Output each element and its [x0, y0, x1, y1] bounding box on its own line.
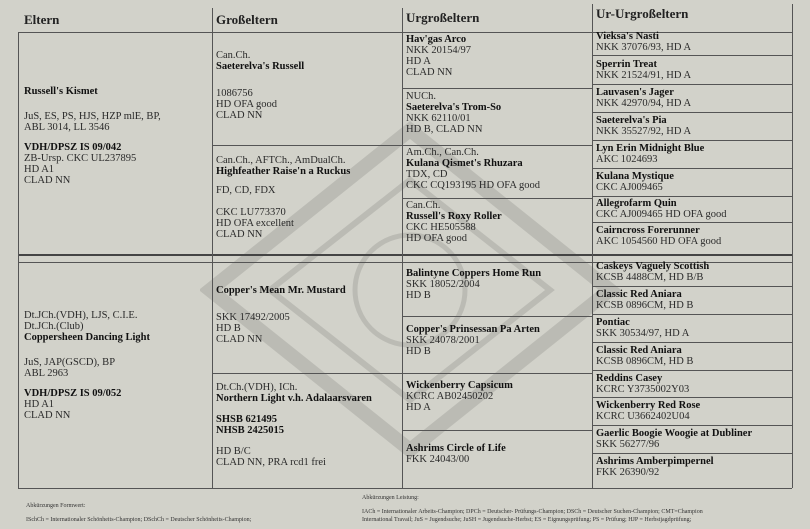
info-line: 1086756: [216, 88, 253, 99]
info-line: CLAD NN: [216, 334, 263, 345]
info-line: HD A1: [24, 399, 55, 410]
divider: [592, 112, 792, 113]
info-line: TDX, CD: [406, 169, 448, 180]
dog-name: Ashrims Amberpimpernel: [596, 456, 714, 467]
info-line: HD OFA good: [216, 99, 278, 110]
info-line: NKK 35527/92, HD A: [596, 126, 692, 137]
dog-name: Wickenberry Capsicum: [406, 380, 513, 391]
divider: [212, 145, 402, 146]
dog-name: Northern Light v.h. Adalaarsvaren: [216, 393, 372, 404]
dog-name: Highfeather Raise'n a Ruckus: [216, 166, 351, 177]
grandparent-4: [216, 382, 400, 468]
dog-name: Cairncross Forerunner: [596, 225, 700, 236]
info-line: FD, CD, FDX: [216, 185, 276, 196]
title-line: NUCh.: [406, 91, 437, 102]
dog-name: Kulana Mystique: [596, 171, 674, 182]
divider: [212, 373, 402, 374]
divider: [18, 254, 792, 256]
dog-name: Russell's Kismet: [24, 86, 98, 97]
info-line: HD A: [406, 56, 431, 67]
info-line: NKK 37076/93, HD A: [596, 42, 692, 53]
title-line: ABL 3014, LL 3546: [24, 122, 110, 133]
dog-name: Sperrin Treat: [596, 59, 657, 70]
info-line: SKK 18052/2004: [406, 279, 480, 290]
divider: [592, 370, 792, 371]
great-grandparent-2: [406, 91, 590, 135]
info-line: HD B, CLAD NN: [406, 124, 483, 135]
dog-name: Reddins Casey: [596, 373, 663, 384]
dog-name: Lyn Erin Midnight Blue: [596, 143, 705, 154]
info-line: SKK 17492/2005: [216, 312, 290, 323]
ggg-12: [596, 345, 790, 367]
info-line: KCRC AB02450202: [406, 391, 494, 402]
divider: [18, 488, 792, 489]
great-grandparent-3: [406, 147, 590, 191]
ggg-13: [596, 373, 790, 395]
ggg-9: [596, 261, 790, 283]
divider: [592, 453, 792, 454]
title-line: Can.Ch.: [406, 200, 441, 211]
info-line: HD A1: [24, 164, 55, 175]
ggg-7: [596, 198, 790, 220]
footer-text: IACh = Internationaler Arbeits-Champion; DPCh = Deutscher- Prüfungs-Champion; DSCh = Deutscher Suchen-Champion; CMT=Champion: [362, 509, 703, 515]
dog-name: Copper's Prinsessan Pa Arten: [406, 324, 540, 335]
ggg-10: [596, 289, 790, 311]
divider: [592, 314, 792, 315]
ggg-2: [596, 59, 790, 81]
info-line: ZB-Ursp. CKC UL237895: [24, 153, 137, 164]
dog-name: Saeterelva's Russell: [216, 61, 305, 72]
divider: [402, 430, 592, 431]
great-grandparent-4: [406, 200, 590, 244]
dog-name: Wickenberry Red Rose: [596, 400, 701, 411]
ggg-15: [596, 428, 790, 450]
info-line: CKC HE505588: [406, 222, 476, 233]
dog-name: Classic Red Aniara: [596, 289, 682, 300]
ggg-1: [596, 31, 790, 53]
info-line: FKK 26390/92: [596, 467, 660, 478]
ggg-3: [596, 87, 790, 109]
divider: [592, 397, 792, 398]
dog-name: Balintyne Coppers Home Run: [406, 268, 542, 279]
info-line: AKC 1024693: [596, 154, 658, 165]
ggg-5: [596, 143, 790, 165]
info-line: CLAD NN: [216, 110, 263, 121]
info-line: CKC AJ009465: [596, 182, 663, 193]
divider: [592, 342, 792, 343]
info-line: CKC CQ193195 HD OFA good: [406, 180, 540, 191]
info-line: SKK 30534/97, HD A: [596, 328, 690, 339]
footer-right: [362, 494, 802, 524]
dog-name: Hav'gas Arco: [406, 34, 467, 45]
divider: [792, 4, 793, 488]
info-line: FKK 24043/00: [406, 454, 470, 465]
footer-text: ISchCh = Internationaler Schönheits-Champion; DSchCh = Deutscher Schönheits-Champion;: [26, 517, 252, 523]
ggg-8: [596, 225, 790, 247]
divider: [592, 222, 792, 223]
divider: [592, 196, 792, 197]
divider: [402, 373, 592, 374]
great-grandparent-7: [406, 380, 590, 413]
registration: VDH/DPSZ IS 09/042: [24, 142, 122, 153]
info-line: NKK 20154/97: [406, 45, 472, 56]
title-line: Am.Ch., Can.Ch.: [406, 147, 479, 158]
divider: [592, 4, 593, 488]
info-line: CLAD NN: [24, 175, 71, 186]
footer-text: International Travail; JuS = Jugendsuche; JuSH = Jugendsuche-Herbst; ES = Eignungsprüfung; PS = Prüfung; HJP = Herbstjagdprüfung;: [362, 517, 692, 523]
divider: [592, 168, 792, 169]
info-line: KCRC Y3735002Y03: [596, 384, 690, 395]
info-line: NKK 42970/94, HD A: [596, 98, 692, 109]
divider: [592, 55, 792, 56]
ggg-14: [596, 400, 790, 422]
header-great-great-grandparents: Ur-Urgroßeltern: [596, 6, 689, 21]
grandparent-2: [216, 155, 400, 240]
info-line: HD B/C: [216, 446, 251, 457]
ggg-6: [596, 171, 790, 193]
info-line: HD OFA excellent: [216, 218, 294, 229]
parent-dam: [24, 310, 208, 421]
divider: [592, 286, 792, 287]
info-line: HD B: [406, 346, 431, 357]
ggg-4: [596, 115, 790, 137]
info-line: NKK 62110/01: [406, 113, 471, 124]
great-grandparent-8: [406, 443, 590, 465]
great-grandparent-5: [406, 268, 590, 301]
info-line: CLAD NN: [216, 229, 263, 240]
dog-name: Vieksa's Nasti: [596, 31, 659, 42]
info-line: SKK 56277/96: [596, 439, 660, 450]
header-great-grandparents: Urgroßeltern: [406, 10, 480, 25]
dog-name: Copper's Mean Mr. Mustard: [216, 285, 346, 296]
footer-title: Abkürzungen Formwert:: [26, 503, 86, 509]
dog-name: Allegrofarm Quin: [596, 198, 677, 209]
info-line: CLAD NN: [24, 410, 71, 421]
divider: [592, 140, 792, 141]
dog-name: Coppersheen Dancing Light: [24, 332, 151, 343]
title-line: Dt.JCh.(VDH), LJS, C.I.E.: [24, 310, 138, 321]
divider: [402, 145, 592, 146]
dog-name: Russell's Roxy Roller: [406, 211, 502, 222]
title-line: Can.Ch.: [216, 50, 251, 61]
divider: [402, 88, 592, 89]
ggg-16: [596, 456, 790, 478]
info-line: HD A: [406, 402, 431, 413]
divider: [592, 425, 792, 426]
parent-sire: [24, 86, 208, 186]
title-line: Dt.Ch.(VDH), ICh.: [216, 382, 298, 393]
title-line: JuS, JAP(GSCD), BP: [24, 357, 116, 368]
divider: [402, 316, 592, 317]
info-line: CKC LU773370: [216, 207, 286, 218]
registration: NHSB 2425015: [216, 425, 284, 436]
ggg-11: [596, 317, 790, 339]
dog-name: Lauvasen's Jager: [596, 87, 674, 98]
dog-name: Pontiac: [596, 317, 630, 328]
divider: [592, 84, 792, 85]
info-line: KCSB 0896CM, HD B: [596, 300, 694, 311]
info-line: SKK 24078/2001: [406, 335, 480, 346]
title-line: Can.Ch., AFTCh., AmDualCh.: [216, 155, 346, 166]
grandparent-3: [216, 285, 400, 345]
info-line: NKK 21524/91, HD A: [596, 70, 692, 81]
info-line: HD OFA good: [406, 233, 468, 244]
info-line: KCSB 4488CM, HD B/B: [596, 272, 704, 283]
info-line: CLAD NN: [406, 67, 453, 78]
info-line: HD B: [406, 290, 431, 301]
info-line: HD B: [216, 323, 241, 334]
grandparent-1: [216, 50, 400, 121]
registration: VDH/DPSZ IS 09/052: [24, 388, 122, 399]
divider: [402, 8, 403, 488]
divider: [212, 8, 213, 488]
header-grandparents: Großeltern: [216, 12, 278, 27]
divider: [402, 198, 592, 199]
info-line: CKC AJ009465 HD OFA good: [596, 209, 727, 220]
footer-left: [26, 502, 356, 524]
divider: [18, 32, 19, 488]
title-line: JuS, ES, PS, HJS, HZP mlE, BP,: [24, 111, 161, 122]
info-line: KCRC U3662402U04: [596, 411, 690, 422]
dog-name: Saeterelva's Pia: [596, 115, 667, 126]
footer-title: Abkürzungen Leistung:: [362, 495, 419, 501]
title-line: Dt.JCh.(Club): [24, 321, 84, 332]
info-line: CLAD NN, PRA rcd1 frei: [216, 457, 326, 468]
registration: SHSB 621495: [216, 414, 277, 425]
dog-name: Kulana Qismet's Rhuzara: [406, 158, 523, 169]
dog-name: Saeterelva's Trom-So: [406, 102, 502, 113]
info-line: AKC 1054560 HD OFA good: [596, 236, 722, 247]
info-line: KCSB 0896CM, HD B: [596, 356, 694, 367]
great-grandparent-6: [406, 324, 590, 357]
dog-name: Classic Red Aniara: [596, 345, 682, 356]
title-line: ABL 2963: [24, 368, 69, 379]
dog-name: Ashrims Circle of Life: [406, 443, 506, 454]
great-grandparent-1: [406, 34, 590, 78]
header-parents: Eltern: [24, 12, 60, 27]
dog-name: Gaerlic Boogie Woogie at Dubliner: [596, 428, 753, 439]
dog-name: Caskeys Vaguely Scottish: [596, 261, 710, 272]
